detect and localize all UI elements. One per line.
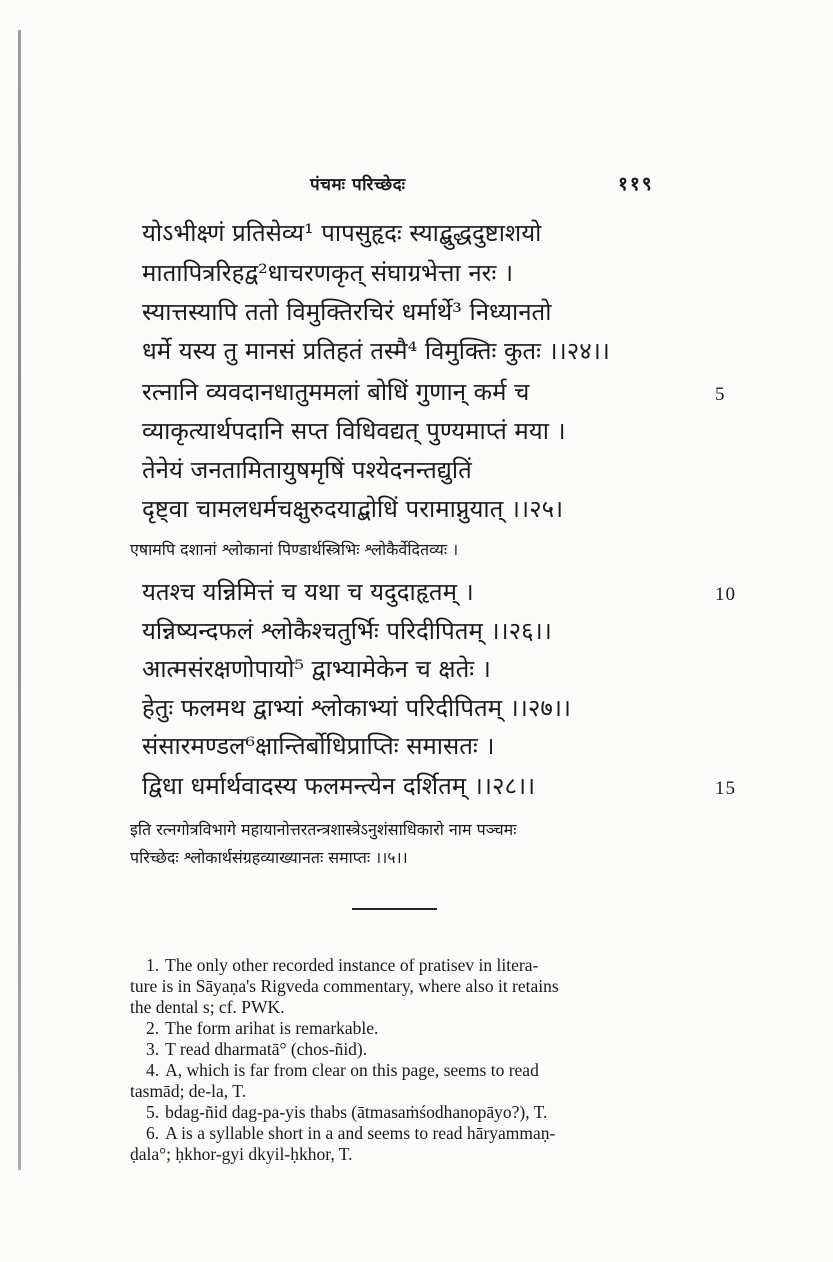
footnote-cont: ture is in Sāyaṇa's Rigveda commentary, where also it retains xyxy=(130,976,559,996)
verse-line: दृष्ट्वा चामलधर्मचक्षुरुदयाद्बोधिं परामाप्नुयात् ।।२५। xyxy=(142,495,564,523)
footnote: 3. T read dharmatā° (chos-ñid). xyxy=(146,1039,368,1059)
verse-line: रत्नानि व्यवदानधातुममलां बोधिं गुणान् कर्म च xyxy=(142,378,530,406)
line-number: 15 xyxy=(715,778,736,799)
page-number: ११९ xyxy=(618,173,654,195)
footnotes xyxy=(130,955,670,1165)
verse-line: यतश्च यन्निमित्तं च यथा च यदुदाहृतम् । xyxy=(142,578,474,606)
footnote: 1. The only other recorded instance of pratisev in litera- xyxy=(146,955,539,975)
footnote: 2. The form arihat is remarkable. xyxy=(146,1018,379,1038)
footnote-cont: tasmād; de-la, T. xyxy=(130,1081,246,1101)
verse-line: संसारमण्डल⁶क्षान्तिर्बोधिप्राप्तिः समासतः । xyxy=(142,732,495,760)
line-number: 5 xyxy=(715,384,726,405)
verse-line: मातापित्ररिहद्व²धाचरणकृत् संघाग्रभेत्ता नरः । xyxy=(142,259,514,287)
line-number: 10 xyxy=(715,584,736,605)
footnote: 4. A, which is far from clear on this page, seems to read xyxy=(146,1060,539,1080)
prose-line: एषामपि दशानां श्लोकानां पिण्डार्थस्त्रिभिः श्लोकैर्वेदितव्यः । xyxy=(130,540,459,559)
verse-line: योऽभीक्ष्णं प्रतिसेव्य¹ पापसुहृदः स्याद्बुद्धदुष्टाशयो xyxy=(142,219,542,247)
verse-line: आत्मसंरक्षणोपायो⁵ द्वाभ्यामेकेन च क्षतेः । xyxy=(142,655,491,683)
colophon-line: इति रत्नगोत्रविभागे महायानोत्तरतन्त्रशास्त्रेऽनुशंसाधिकारो नाम पञ्चमः xyxy=(130,820,517,839)
verse-line: तेनेयं जनतामितायुषमृषिं पश्येदनन्तद्युतिं xyxy=(142,456,472,484)
verse-line: व्याकृत्यार्थपदानि सप्त विधिवद्यत् पुण्यमाप्तं मया । xyxy=(142,417,566,445)
verse-line: यन्निष्यन्दफलं श्लोकैश्चतुर्भिः परिदीपितम् ।।२६।। xyxy=(142,617,552,645)
verse-line: धर्मे यस्य तु मानसं प्रतिहतं तस्मै⁴ विमुक्तिः कुतः ।।२४।। xyxy=(142,337,610,365)
verse-line: स्यात्तस्यापि ततो विमुक्तिरचिरं धर्मार्थे³ निध्यानतो xyxy=(142,298,552,326)
running-head xyxy=(0,168,833,198)
separator-rule xyxy=(352,908,437,910)
running-title: पंचमः परिच्छेदः xyxy=(310,175,406,195)
colophon-line: परिच्छेदः श्लोकार्थसंग्रहव्याख्यानतः समाप्तः ।।५।। xyxy=(130,848,408,867)
verse-line: हेतुः फलमथ द्वाभ्यां श्लोकाभ्यां परिदीपितम् ।।२७।। xyxy=(142,694,572,722)
footnote: 5. bdag-ñid dag-pa-yis thabs (ātmasaṁśodhanopāyo?), T. xyxy=(146,1102,548,1122)
footnote-cont: ḍala°; ḥkhor-gyi dkyil-ḥkhor, T. xyxy=(130,1144,353,1164)
verse-line: द्विधा धर्मार्थवादस्य फलमन्त्येन दर्शितम् ।।२८।। xyxy=(142,772,536,800)
footnote: 6. A is a syllable short in a and seems to read hāryammaṇ- xyxy=(146,1123,556,1143)
footnote-cont: the dental s; cf. PWK. xyxy=(130,997,285,1017)
